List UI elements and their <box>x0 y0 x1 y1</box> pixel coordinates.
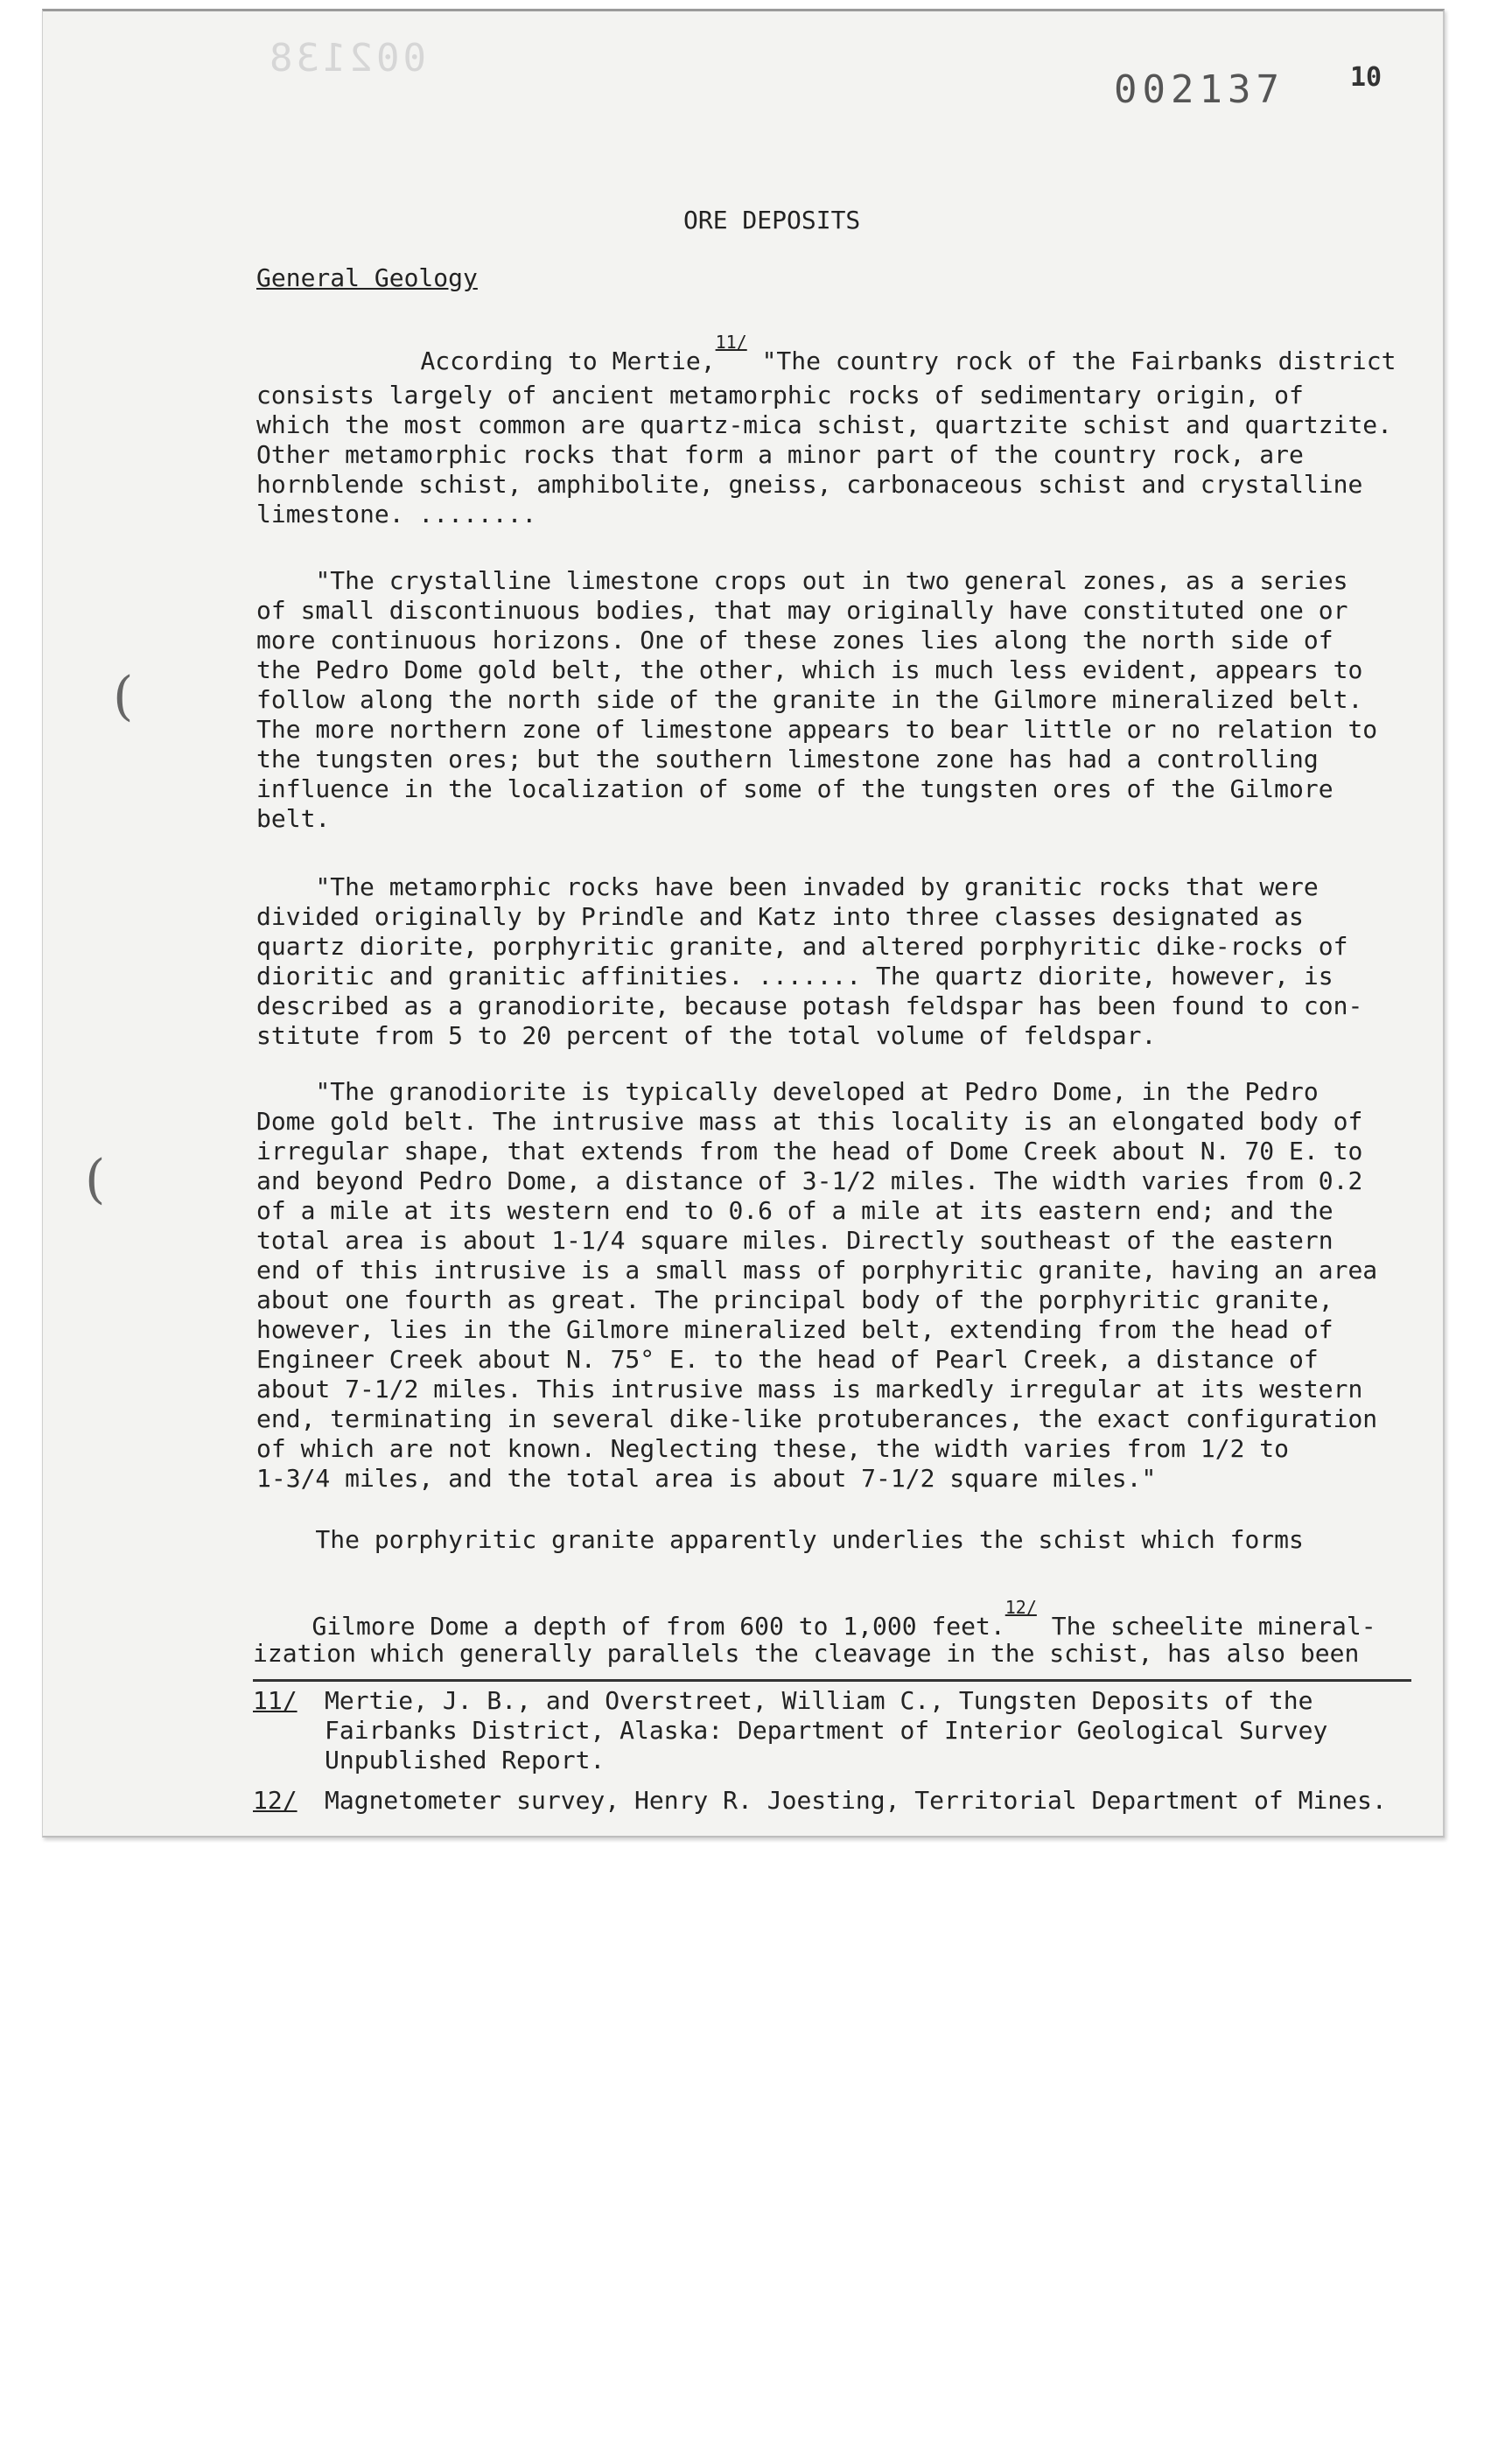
paragraph-granitic-rocks: "The metamorphic rocks have been invaded by granitic rocks that were divided originally by Prindle and Katz into three classes designated as quartz diorite, porphyritic granite, and altered porphyritic dike-rocks of dioritic and granitic affinities. ....... The quartz diorite, however, is described as a granodiorite, because potash feldspar has been found to con- stitute from 5 to 20 percent of the total volume of feldspar. <box>256 872 1363 1050</box>
porphyritic-line2-tail: The scheelite mineral- <box>1036 1612 1376 1641</box>
porphyritic-line2-lead: Gilmore Dome a depth of from 600 to 1,000 feet. <box>312 1612 1005 1641</box>
footnote-ref-12: 12/ <box>1004 1597 1037 1618</box>
intro-quote-start: "The country rock of the Fairbanks district <box>761 346 1396 375</box>
footnote-marker: 12/ <box>253 1786 298 1815</box>
footnote-marker: 11/ <box>253 1686 298 1715</box>
footnote-ref-11: 11/ <box>715 332 747 353</box>
page-title: ORE DEPOSITS <box>683 206 861 234</box>
intro-lead: According to Mertie, <box>420 346 716 375</box>
paragraph-limestone: "The crystalline limestone crops out in two general zones, as a series of small discontinuous bodies, that may originally have constituted one or more continuous horizons. One of these zones lies along the north side of the Pedro Dome gold belt, the other, which is much less evident, appears to follow along the north side of the granite in the Gilmore mineralized belt. The more northern zone of limestone appears to bear little or no relation to the tungsten ores; but the southern limestone zone has had a controlling influence in the localization of some of the tungsten ores of the Gilmore belt. <box>256 566 1378 833</box>
footnote-text: Mertie, J. B., and Overstreet, William C., Tungsten Deposits of the Fairbanks District, Alaska: Department of Interior Geological Survey Unpublished Report. <box>325 1686 1328 1774</box>
ghost-stamp-number: 002138 <box>266 36 426 80</box>
paragraph-porphyritic-line3: ization which generally parallels the cleavage in the schist, has also been <box>253 1639 1360 1668</box>
page-number: 10 <box>1350 62 1382 93</box>
document-serial-number: 002137 <box>1114 67 1284 112</box>
paragraph-porphyritic-line1: The porphyritic granite apparently underlies the schist which forms <box>256 1525 1304 1554</box>
footnote-divider <box>253 1679 1411 1682</box>
footnote-text: Magnetometer survey, Henry R. Joesting, Territorial Department of Mines. <box>325 1786 1387 1815</box>
document-page <box>42 9 1445 1838</box>
binder-hole-mark: ( <box>113 666 134 727</box>
binder-hole-mark: ( <box>85 1149 106 1210</box>
section-heading: General Geology <box>256 263 478 292</box>
paragraph-granodiorite: "The granodiorite is typically developed at Pedro Dome, in the Pedro Dome gold belt. The intrusive mass at this locality is an elongated body of irregular shape, that extends from the head of Dome Creek about N. 70 E. to and beyond Pedro Dome, a distance of 3-1/2 miles. The width varies from 0.2 of a mile at its western end to 0.6 of a mile at its eastern end; and the total area is about 1-1/4 square miles. Directly southeast of the eastern end of this intrusive is a small mass of porphyritic granite, having an area about one fourth as great. The principal body of the porphyritic granite, however, lies in the Gilmore mineralized belt, extending from the head of Engineer Creek about N. 75° E. to the head of Pearl Creek, a distance of about 7-1/2 miles. This intrusive mass is markedly irregular at its western end, terminating in several dike-like protuberances, the exact configuration of which are not known. Neglecting these, the width varies from 1/2 to 1-3/4 miles, and the total area is about 7-1/2 square miles." <box>256 1077 1378 1493</box>
paragraph-country-rock: consists largely of ancient metamorphic rocks of sedimentary origin, of which the most common are quartz-mica schist, quartzite schist and quartzite. Other metamorphic rocks that form a minor part of the country rock, are hornblende schist, amphibolite, gneiss, carbonaceous schist and crystalline limestone. ........ <box>256 381 1393 528</box>
